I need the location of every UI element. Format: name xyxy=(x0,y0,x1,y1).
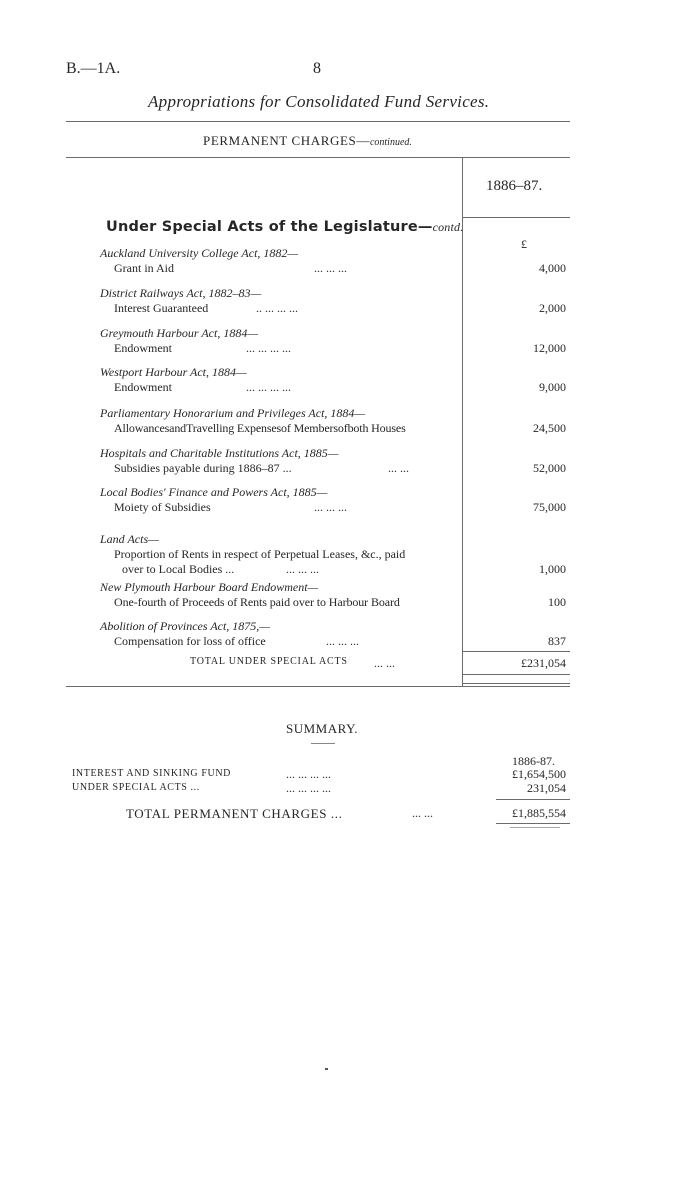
summary-sum-rule xyxy=(496,799,570,800)
row-amount: 4,000 xyxy=(539,261,566,275)
leader-dots: ... ... ... xyxy=(326,634,359,648)
row-amount: 1,000 xyxy=(539,562,566,576)
summary-dash xyxy=(311,743,335,744)
leader-dots: ... ... ... xyxy=(314,261,347,275)
item-text: Endowment xyxy=(114,341,172,355)
act-name: Hospitals and Charitable Institutions Act, 1885— xyxy=(100,446,339,460)
act-name: Local Bodies' Finance and Powers Act, 1885— xyxy=(100,485,328,499)
summary-row-label: UNDER SPECIAL ACTS ... xyxy=(72,782,200,793)
page-title: Appropriations for Consolidated Fund Services. xyxy=(148,92,490,111)
act-name: Greymouth Harbour Act, 1884— xyxy=(100,326,258,340)
line-item xyxy=(100,380,462,395)
table-row xyxy=(100,580,462,610)
leader-dots: ... ... ... ... xyxy=(246,341,291,355)
line-item xyxy=(100,461,462,476)
item-text: over to Local Bodies ... xyxy=(122,562,235,576)
row-amount: 100 xyxy=(548,595,566,609)
summary-leader-dots: ... ... ... ... xyxy=(286,781,331,795)
item-text: Interest Guaranteed xyxy=(114,301,209,315)
summary-row-amount: 231,054 xyxy=(527,781,566,795)
table-section-heading xyxy=(106,219,463,235)
table-top-rule xyxy=(66,157,570,158)
section-heading-label: Under Special Acts of the Legislature— xyxy=(106,219,433,235)
line-item xyxy=(100,634,462,649)
act-name: Land Acts— xyxy=(100,532,159,546)
item-text: Grant in Aid xyxy=(114,261,174,275)
act-name: District Railways Act, 1882–83— xyxy=(100,286,262,300)
page-number: 8 xyxy=(313,60,321,77)
table-row xyxy=(100,619,462,649)
summary-total-dots: ... ... xyxy=(412,806,433,820)
line-item: AllowancesandTravelling Expensesof Membersofboth Houses xyxy=(114,421,406,435)
item-text: Compensation for loss of office xyxy=(114,634,266,648)
leader-dots: .. ... ... ... xyxy=(256,301,298,315)
summary-row-amount: £1,654,500 xyxy=(512,767,566,781)
summary-total-label: TOTAL PERMANENT CHARGES ... xyxy=(126,806,343,821)
item-text: Moiety of Subsidies xyxy=(114,500,211,514)
table-row xyxy=(100,532,462,577)
total-leader-dots: ... ... xyxy=(374,656,395,670)
act-name: Parliamentary Honorarium and Privileges Act, 1884— xyxy=(100,406,366,420)
section-heading-continued: continued. xyxy=(369,137,412,148)
table-row xyxy=(100,286,462,316)
table-row xyxy=(100,446,462,476)
table-row xyxy=(100,326,462,356)
page-identifier: B.—1A. xyxy=(66,60,121,77)
row-amount: 24,500 xyxy=(533,421,566,435)
row-amount: 2,000 xyxy=(539,301,566,315)
line-item xyxy=(100,500,462,515)
year-header-rule xyxy=(462,217,570,218)
year-column-header: 1886–87. xyxy=(486,178,543,194)
section-heading-text: PERMANENT CHARGES— xyxy=(203,133,370,148)
row-amount: 837 xyxy=(548,634,566,648)
summary-leader-dots: ... ... ... ... xyxy=(286,767,331,781)
leader-dots: ... ... ... xyxy=(286,562,319,576)
total-under-rule xyxy=(462,674,570,675)
leader-dots: ... ... ... xyxy=(314,500,347,514)
table-row xyxy=(100,406,462,436)
summary-total-rule-second xyxy=(510,827,560,828)
column-divider xyxy=(462,158,463,686)
table-row xyxy=(100,246,462,276)
item-text: Endowment xyxy=(114,380,172,394)
row-amount: 12,000 xyxy=(533,341,566,355)
line-item: Proportion of Rents in respect of Perpetual Leases, &c., paid xyxy=(114,547,406,561)
act-name: New Plymouth Harbour Board Endowment— xyxy=(100,580,319,594)
summary-total-amount: £1,885,554 xyxy=(512,806,566,820)
line-item xyxy=(100,301,462,316)
total-label: TOTAL UNDER SPECIAL ACTS xyxy=(190,656,348,667)
total-double-rule xyxy=(462,683,570,684)
total-over-rule xyxy=(462,651,570,652)
section-heading xyxy=(203,133,412,149)
print-speck xyxy=(325,1068,328,1070)
leader-dots: ... ... xyxy=(388,461,409,475)
line-item xyxy=(100,341,462,356)
table-row xyxy=(100,485,462,515)
row-amount: 9,000 xyxy=(539,380,566,394)
row-amount: 75,000 xyxy=(533,500,566,514)
line-item-continued xyxy=(100,562,462,577)
act-name: Abolition of Provinces Act, 1875,— xyxy=(100,619,270,633)
item-text: Subsidies payable during 1886–87 ... xyxy=(114,461,292,475)
total-amount: £231,054 xyxy=(521,656,566,670)
line-item: One-fourth of Proceeds of Rents paid over to Harbour Board xyxy=(114,595,400,609)
leader-dots: ... ... ... ... xyxy=(246,380,291,394)
summary-heading: SUMMARY. xyxy=(286,721,359,736)
table-row xyxy=(100,365,462,395)
row-amount: 52,000 xyxy=(533,461,566,475)
table-bottom-rule xyxy=(66,686,570,687)
summary-row-label: INTEREST AND SINKING FUND xyxy=(72,768,231,779)
currency-symbol: £ xyxy=(521,237,527,251)
line-item xyxy=(100,261,462,276)
section-heading-contd: contd. xyxy=(432,220,464,234)
title-rule xyxy=(66,121,570,122)
summary-total-rule xyxy=(496,823,570,824)
summary-year-header: 1886-87. xyxy=(512,754,555,768)
act-name: Westport Harbour Act, 1884— xyxy=(100,365,247,379)
act-name: Auckland University College Act, 1882— xyxy=(100,246,299,260)
